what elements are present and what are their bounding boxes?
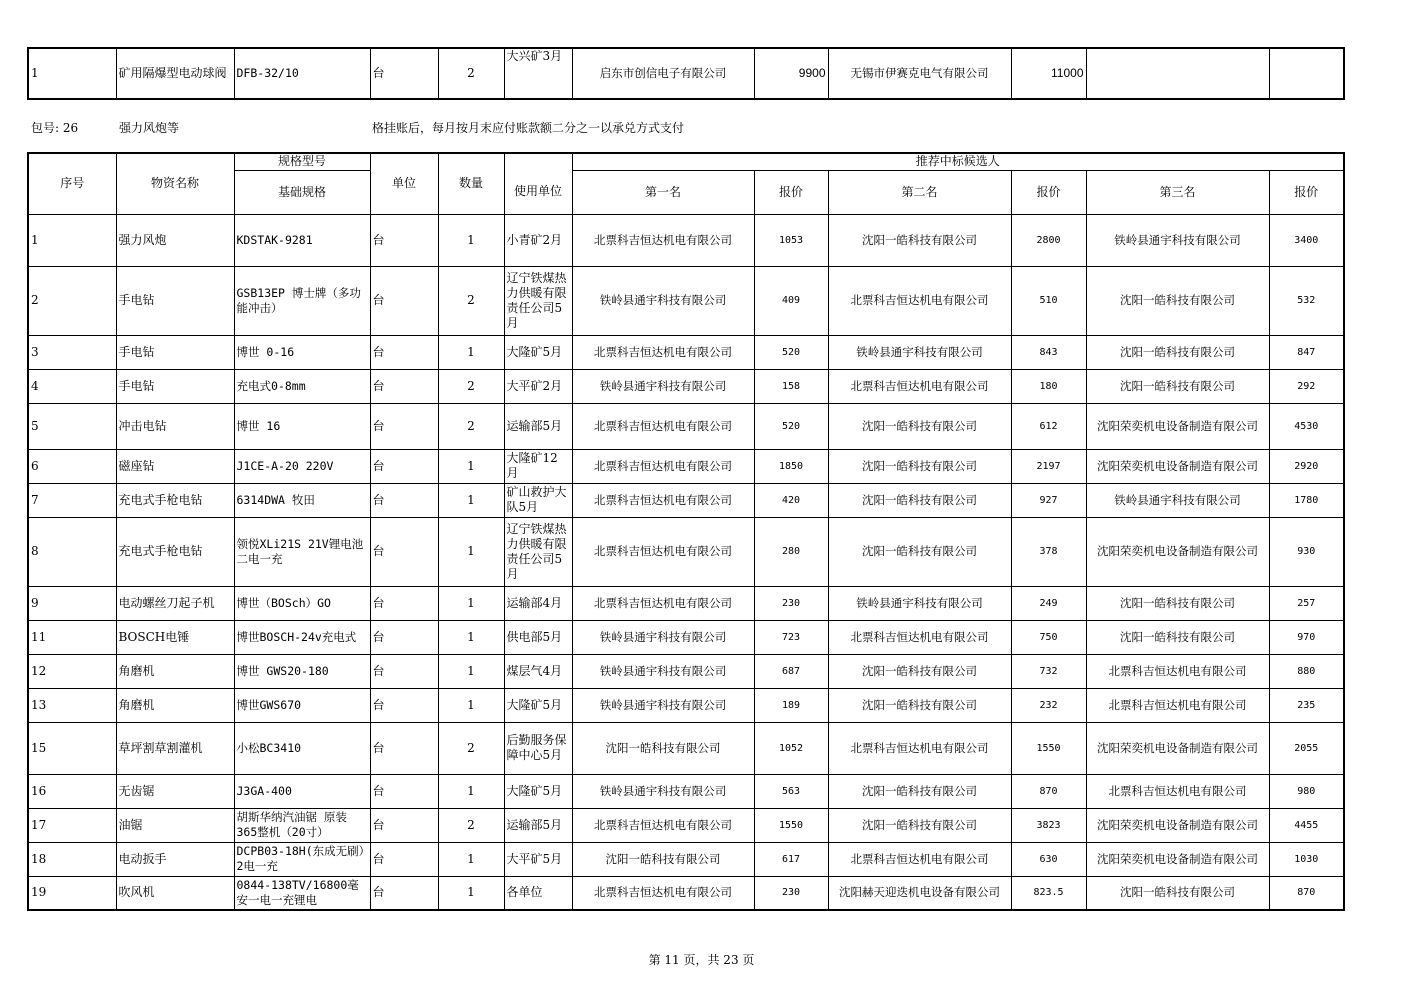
item-name: 手电钻 xyxy=(116,369,234,403)
item-unit: 台 xyxy=(370,620,438,654)
second-price: 843 xyxy=(1011,335,1086,369)
header-spec: 基础规格 xyxy=(234,170,370,214)
second-price: 612 xyxy=(1011,403,1086,449)
first-bidder: 沈阳一皓科技有限公司 xyxy=(572,842,754,876)
third-price: 980 xyxy=(1269,774,1344,808)
item-name: BOSCH电锤 xyxy=(116,620,234,654)
first-price: 9900 xyxy=(754,48,828,99)
item-unit: 台 xyxy=(370,266,438,335)
second-price: 249 xyxy=(1011,586,1086,620)
third-price: 1030 xyxy=(1269,842,1344,876)
third-bidder xyxy=(1086,48,1269,99)
item-qty: 1 xyxy=(438,654,504,688)
row-no: 6 xyxy=(28,449,116,483)
second-bidder: 沈阳一皓科技有限公司 xyxy=(828,403,1011,449)
item-qty: 1 xyxy=(438,483,504,517)
item-name: 矿用隔爆型电动球阀 xyxy=(116,48,234,99)
first-bidder: 北票科吉恒达机电有限公司 xyxy=(572,335,754,369)
first-bidder: 铁岭县通宇科技有限公司 xyxy=(572,688,754,722)
item-qty: 1 xyxy=(438,335,504,369)
second-price: 1550 xyxy=(1011,722,1086,774)
item-name: 草坪割草割灌机 xyxy=(116,722,234,774)
item-name: 无齿锯 xyxy=(116,774,234,808)
third-bidder: 北票科吉恒达机电有限公司 xyxy=(1086,688,1269,722)
item-user: 运输部4月 xyxy=(504,586,572,620)
first-bidder: 北票科吉恒达机电有限公司 xyxy=(572,808,754,842)
item-spec: 小松BC3410 xyxy=(234,722,370,774)
header-price-3: 报价 xyxy=(1269,170,1344,214)
second-price: 927 xyxy=(1011,483,1086,517)
row-no: 4 xyxy=(28,369,116,403)
item-qty: 1 xyxy=(438,842,504,876)
header-price-2: 报价 xyxy=(1011,170,1086,214)
first-bidder: 启东市创信电子有限公司 xyxy=(572,48,754,99)
header-third: 第三名 xyxy=(1086,170,1269,214)
second-bidder: 沈阳一皓科技有限公司 xyxy=(828,483,1011,517)
item-qty: 1 xyxy=(438,688,504,722)
item-spec: 博世GWS670 xyxy=(234,688,370,722)
package-number: 包号: 26 xyxy=(31,121,79,135)
row-no: 7 xyxy=(28,483,116,517)
item-name: 角磨机 xyxy=(116,688,234,722)
first-price: 409 xyxy=(754,266,828,335)
header-recommend: 推荐中标候选人 xyxy=(572,153,1344,170)
third-price: 532 xyxy=(1269,266,1344,335)
item-name: 强力风炮 xyxy=(116,214,234,266)
third-price: 257 xyxy=(1269,586,1344,620)
item-spec: GSB13EP 博士牌（多功能冲击） xyxy=(234,266,370,335)
first-price: 1052 xyxy=(754,722,828,774)
second-price: 3823 xyxy=(1011,808,1086,842)
third-bidder: 沈阳荣奕机电设备制造有限公司 xyxy=(1086,722,1269,774)
first-price: 520 xyxy=(754,335,828,369)
item-user: 辽宁铁煤热力供暖有限责任公司5月 xyxy=(504,266,572,335)
first-bidder: 北票科吉恒达机电有限公司 xyxy=(572,403,754,449)
item-name: 电动扳手 xyxy=(116,842,234,876)
table-row xyxy=(28,483,1344,517)
item-spec: 6314DWA 牧田 xyxy=(234,483,370,517)
third-bidder: 沈阳一皓科技有限公司 xyxy=(1086,876,1269,910)
third-price: 1780 xyxy=(1269,483,1344,517)
third-price: 847 xyxy=(1269,335,1344,369)
third-price: 4455 xyxy=(1269,808,1344,842)
item-user: 大隆矿5月 xyxy=(504,688,572,722)
first-bidder: 北票科吉恒达机电有限公司 xyxy=(572,214,754,266)
third-bidder: 沈阳荣奕机电设备制造有限公司 xyxy=(1086,403,1269,449)
table-row xyxy=(28,842,1344,876)
item-user: 小青矿2月 xyxy=(504,214,572,266)
item-unit: 台 xyxy=(370,403,438,449)
header-row xyxy=(28,153,1344,170)
row-no: 8 xyxy=(28,517,116,586)
table-row xyxy=(28,214,1344,266)
item-name: 手电钻 xyxy=(116,335,234,369)
item-spec: 博世BOSCH-24v充电式 xyxy=(234,620,370,654)
second-price: 2197 xyxy=(1011,449,1086,483)
header-unit: 单位 xyxy=(370,153,438,214)
third-bidder: 北票科吉恒达机电有限公司 xyxy=(1086,774,1269,808)
header-first: 第一名 xyxy=(572,170,754,214)
first-bidder: 铁岭县通宇科技有限公司 xyxy=(572,266,754,335)
item-name: 手电钻 xyxy=(116,266,234,335)
second-bidder: 沈阳一皓科技有限公司 xyxy=(828,654,1011,688)
item-user: 运输部5月 xyxy=(504,403,572,449)
item-name: 充电式手枪电钻 xyxy=(116,483,234,517)
row-no: 1 xyxy=(28,48,116,99)
first-bidder: 铁岭县通宇科技有限公司 xyxy=(572,774,754,808)
table-row xyxy=(28,688,1344,722)
first-price: 687 xyxy=(754,654,828,688)
first-price: 520 xyxy=(754,403,828,449)
first-price: 420 xyxy=(754,483,828,517)
item-spec: 充电式0-8mm xyxy=(234,369,370,403)
page-number: 第 11 页，共 23 页 xyxy=(648,953,755,967)
second-bidder: 沈阳一皓科技有限公司 xyxy=(828,688,1011,722)
second-bidder: 沈阳一皓科技有限公司 xyxy=(828,214,1011,266)
item-qty: 1 xyxy=(438,449,504,483)
second-price: 11000 xyxy=(1011,48,1086,99)
first-price: 1550 xyxy=(754,808,828,842)
first-bidder: 沈阳一皓科技有限公司 xyxy=(572,722,754,774)
row-no: 13 xyxy=(28,688,116,722)
third-price: 235 xyxy=(1269,688,1344,722)
table-row xyxy=(28,335,1344,369)
third-bidder: 沈阳一皓科技有限公司 xyxy=(1086,620,1269,654)
second-bidder: 沈阳赫天迎迭机电设备有限公司 xyxy=(828,876,1011,910)
third-price: 2920 xyxy=(1269,449,1344,483)
item-spec: J1CE-A-20 220V xyxy=(234,449,370,483)
item-user: 各单位 xyxy=(504,876,572,910)
item-unit: 台 xyxy=(370,335,438,369)
row-no: 11 xyxy=(28,620,116,654)
item-user: 矿山救护大队5月 xyxy=(504,483,572,517)
row-no: 2 xyxy=(28,266,116,335)
item-spec: DCPB03-18H(东成无刷）2电一充 xyxy=(234,842,370,876)
item-user: 大隆矿5月 xyxy=(504,774,572,808)
first-bidder: 北票科吉恒达机电有限公司 xyxy=(572,449,754,483)
package-name: 强力风炮等 xyxy=(119,121,180,135)
first-bidder: 北票科吉恒达机电有限公司 xyxy=(572,517,754,586)
item-name: 油锯 xyxy=(116,808,234,842)
first-bidder: 北票科吉恒达机电有限公司 xyxy=(572,586,754,620)
item-qty: 2 xyxy=(438,369,504,403)
bid-table xyxy=(27,152,1345,911)
item-user: 大兴矿3月 xyxy=(504,48,572,99)
table-row xyxy=(28,808,1344,842)
item-user: 运输部5月 xyxy=(504,808,572,842)
third-bidder: 沈阳一皓科技有限公司 xyxy=(1086,586,1269,620)
second-bidder: 无锡市伊赛克电气有限公司 xyxy=(828,48,1011,99)
third-bidder: 沈阳荣奕机电设备制造有限公司 xyxy=(1086,517,1269,586)
item-unit: 台 xyxy=(370,369,438,403)
row-no: 3 xyxy=(28,335,116,369)
first-price: 563 xyxy=(754,774,828,808)
second-price: 378 xyxy=(1011,517,1086,586)
item-name: 电动螺丝刀起子机 xyxy=(116,586,234,620)
item-name: 磁座钻 xyxy=(116,449,234,483)
item-user: 辽宁铁煤热力供暖有限责任公司5月 xyxy=(504,517,572,586)
second-bidder: 北票科吉恒达机电有限公司 xyxy=(828,620,1011,654)
row-no: 17 xyxy=(28,808,116,842)
item-spec: 0844-138TV/16800毫安一电一充锂电 xyxy=(234,876,370,910)
second-price: 2800 xyxy=(1011,214,1086,266)
item-spec: KDSTAK-9281 xyxy=(234,214,370,266)
first-price: 158 xyxy=(754,369,828,403)
first-price: 1053 xyxy=(754,214,828,266)
third-bidder: 沈阳荣奕机电设备制造有限公司 xyxy=(1086,808,1269,842)
table-row xyxy=(28,876,1344,910)
second-price: 823.5 xyxy=(1011,876,1086,910)
first-bidder: 铁岭县通宇科技有限公司 xyxy=(572,620,754,654)
second-bidder: 铁岭县通宇科技有限公司 xyxy=(828,586,1011,620)
second-price: 630 xyxy=(1011,842,1086,876)
item-spec: 胡斯华纳汽油锯 原装365整机（20寸） xyxy=(234,808,370,842)
item-user: 供电部5月 xyxy=(504,620,572,654)
row-no: 5 xyxy=(28,403,116,449)
third-price: 970 xyxy=(1269,620,1344,654)
first-bidder: 铁岭县通宇科技有限公司 xyxy=(572,654,754,688)
item-spec: DFB-32/10 xyxy=(234,48,370,99)
item-qty: 1 xyxy=(438,214,504,266)
row-no: 16 xyxy=(28,774,116,808)
third-price: 2055 xyxy=(1269,722,1344,774)
table-row xyxy=(28,586,1344,620)
item-qty: 2 xyxy=(438,403,504,449)
item-spec: 领悦XLi21S 21V锂电池 二电一充 xyxy=(234,517,370,586)
item-qty: 2 xyxy=(438,808,504,842)
third-price: 880 xyxy=(1269,654,1344,688)
third-price: 930 xyxy=(1269,517,1344,586)
item-qty: 1 xyxy=(438,620,504,654)
item-qty: 1 xyxy=(438,586,504,620)
payment-terms: 格挂账后，每月按月末应付账款额二分之一以承兑方式支付 xyxy=(372,121,685,135)
header-second: 第二名 xyxy=(828,170,1011,214)
third-price: 292 xyxy=(1269,369,1344,403)
second-price: 870 xyxy=(1011,774,1086,808)
item-user: 后勤服务保障中心5月 xyxy=(504,722,572,774)
second-price: 732 xyxy=(1011,654,1086,688)
table-row xyxy=(28,654,1344,688)
table-row xyxy=(28,266,1344,335)
table-row xyxy=(28,722,1344,774)
third-price: 4530 xyxy=(1269,403,1344,449)
second-bidder: 北票科吉恒达机电有限公司 xyxy=(828,369,1011,403)
third-price xyxy=(1269,48,1344,99)
third-bidder: 沈阳一皓科技有限公司 xyxy=(1086,266,1269,335)
row-no: 15 xyxy=(28,722,116,774)
second-bidder: 北票科吉恒达机电有限公司 xyxy=(828,722,1011,774)
table-row xyxy=(28,403,1344,449)
third-bidder: 沈阳一皓科技有限公司 xyxy=(1086,335,1269,369)
item-qty: 1 xyxy=(438,876,504,910)
item-spec: 博世 GWS20-180 xyxy=(234,654,370,688)
second-price: 180 xyxy=(1011,369,1086,403)
table-row xyxy=(28,48,1344,99)
item-user: 煤层气4月 xyxy=(504,654,572,688)
third-bidder: 铁岭县通宇科技有限公司 xyxy=(1086,483,1269,517)
item-name: 吹风机 xyxy=(116,876,234,910)
item-spec: J3GA-400 xyxy=(234,774,370,808)
first-price: 189 xyxy=(754,688,828,722)
first-price: 280 xyxy=(754,517,828,586)
item-unit: 台 xyxy=(370,48,438,99)
table-row xyxy=(28,369,1344,403)
third-bidder: 沈阳荣奕机电设备制造有限公司 xyxy=(1086,842,1269,876)
row-no: 1 xyxy=(28,214,116,266)
item-name: 冲击电钻 xyxy=(116,403,234,449)
item-qty: 2 xyxy=(438,722,504,774)
item-qty: 1 xyxy=(438,517,504,586)
third-bidder: 北票科吉恒达机电有限公司 xyxy=(1086,654,1269,688)
first-bidder: 北票科吉恒达机电有限公司 xyxy=(572,876,754,910)
first-price: 723 xyxy=(754,620,828,654)
first-bidder: 北票科吉恒达机电有限公司 xyxy=(572,483,754,517)
item-spec: 博世 16 xyxy=(234,403,370,449)
third-bidder: 沈阳一皓科技有限公司 xyxy=(1086,369,1269,403)
first-bidder: 铁岭县通宇科技有限公司 xyxy=(572,369,754,403)
second-bidder: 北票科吉恒达机电有限公司 xyxy=(828,842,1011,876)
item-spec: 博世（BOSch）GO xyxy=(234,586,370,620)
row-no: 9 xyxy=(28,586,116,620)
item-user: 大平矿5月 xyxy=(504,842,572,876)
second-bidder: 沈阳一皓科技有限公司 xyxy=(828,449,1011,483)
item-unit: 台 xyxy=(370,214,438,266)
second-bidder: 北票科吉恒达机电有限公司 xyxy=(828,266,1011,335)
third-price: 870 xyxy=(1269,876,1344,910)
table-row xyxy=(28,620,1344,654)
second-bidder: 沈阳一皓科技有限公司 xyxy=(828,774,1011,808)
header-qty: 数量 xyxy=(438,153,504,214)
item-unit: 台 xyxy=(370,876,438,910)
item-unit: 台 xyxy=(370,586,438,620)
table-row xyxy=(28,774,1344,808)
row-no: 19 xyxy=(28,876,116,910)
item-unit: 台 xyxy=(370,774,438,808)
second-bidder: 沈阳一皓科技有限公司 xyxy=(828,808,1011,842)
item-spec: 博世 0-16 xyxy=(234,335,370,369)
header-spec-group: 规格型号 xyxy=(234,153,370,170)
second-bidder: 铁岭县通宇科技有限公司 xyxy=(828,335,1011,369)
first-price: 1850 xyxy=(754,449,828,483)
item-unit: 台 xyxy=(370,842,438,876)
item-user: 大隆矿12月 xyxy=(504,449,572,483)
item-qty: 2 xyxy=(438,48,504,99)
header-no: 序号 xyxy=(28,153,116,214)
item-unit: 台 xyxy=(370,517,438,586)
item-unit: 台 xyxy=(370,483,438,517)
header-blank xyxy=(504,153,572,170)
item-unit: 台 xyxy=(370,722,438,774)
first-price: 230 xyxy=(754,876,828,910)
header-price-1: 报价 xyxy=(754,170,828,214)
item-name: 角磨机 xyxy=(116,654,234,688)
second-price: 750 xyxy=(1011,620,1086,654)
second-price: 232 xyxy=(1011,688,1086,722)
third-bidder: 沈阳荣奕机电设备制造有限公司 xyxy=(1086,449,1269,483)
header-user: 使用单位 xyxy=(504,170,572,214)
first-price: 230 xyxy=(754,586,828,620)
item-qty: 2 xyxy=(438,266,504,335)
table-row xyxy=(28,517,1344,586)
item-unit: 台 xyxy=(370,808,438,842)
item-user: 大隆矿5月 xyxy=(504,335,572,369)
header-name: 物资名称 xyxy=(116,153,234,214)
third-price: 3400 xyxy=(1269,214,1344,266)
item-qty: 1 xyxy=(438,774,504,808)
previous-package-table xyxy=(27,47,1345,100)
item-unit: 台 xyxy=(370,688,438,722)
row-no: 18 xyxy=(28,842,116,876)
second-price: 510 xyxy=(1011,266,1086,335)
third-bidder: 铁岭县通宇科技有限公司 xyxy=(1086,214,1269,266)
second-bidder: 沈阳一皓科技有限公司 xyxy=(828,517,1011,586)
item-user: 大平矿2月 xyxy=(504,369,572,403)
item-unit: 台 xyxy=(370,449,438,483)
first-price: 617 xyxy=(754,842,828,876)
item-unit: 台 xyxy=(370,654,438,688)
table-row xyxy=(28,449,1344,483)
item-name: 充电式手枪电钻 xyxy=(116,517,234,586)
row-no: 12 xyxy=(28,654,116,688)
